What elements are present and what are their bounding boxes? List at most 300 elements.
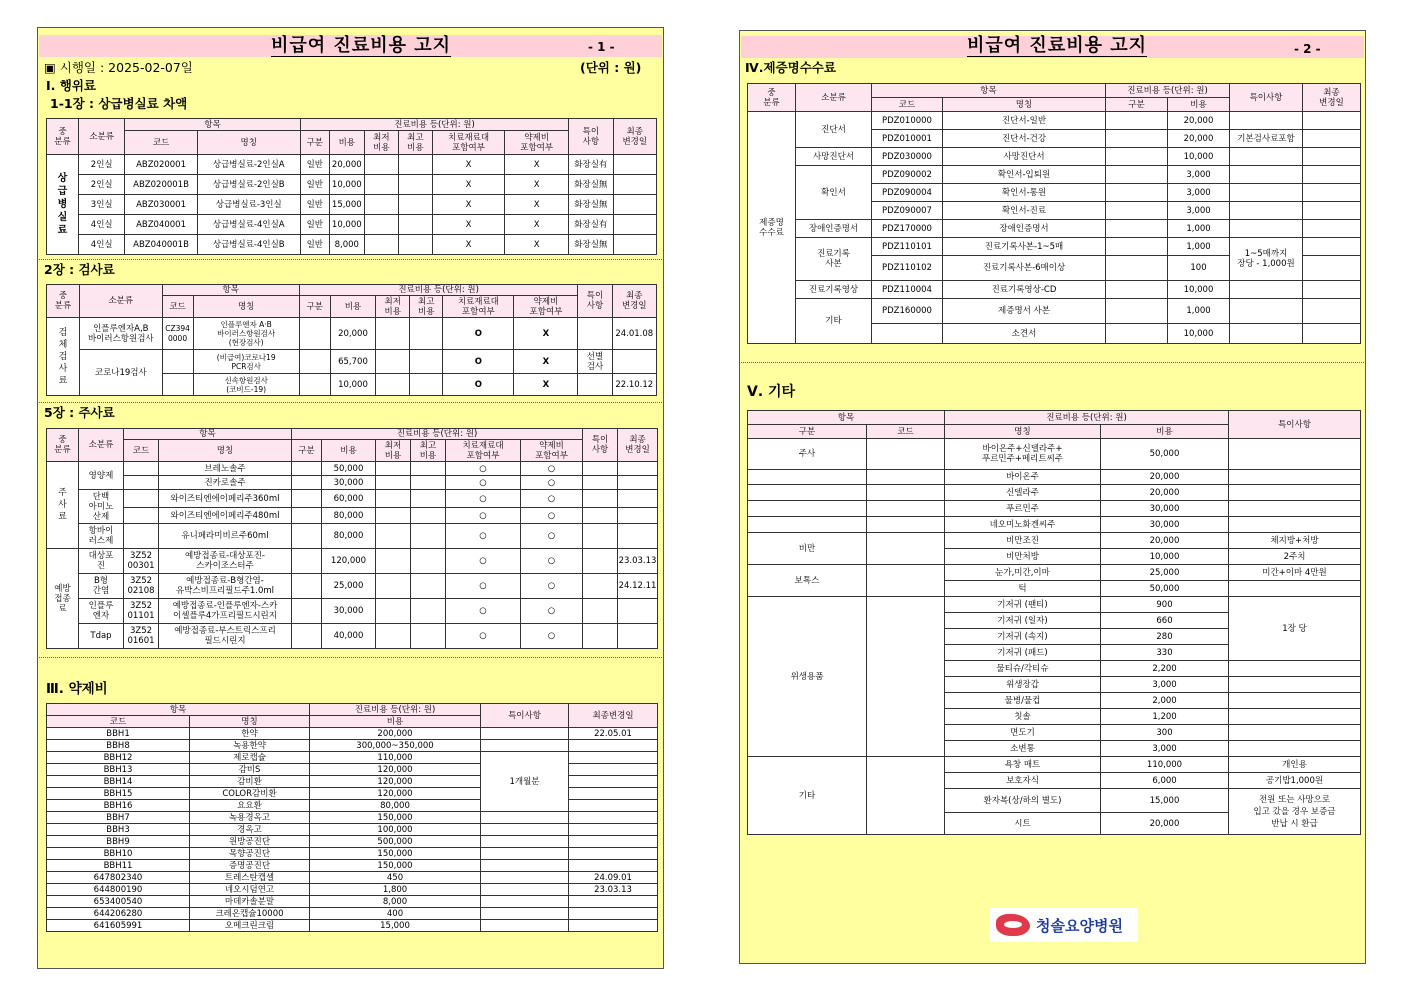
cell: 120,000 xyxy=(310,788,481,800)
empty-cell xyxy=(1303,256,1361,281)
empty-cell xyxy=(1230,281,1303,299)
cell: ○ xyxy=(521,462,583,476)
empty-cell xyxy=(292,462,322,476)
empty-cell xyxy=(1303,220,1361,238)
cell: 푸르민주 xyxy=(945,501,1101,517)
cell: ○ xyxy=(521,508,583,524)
cell: 보호자식 xyxy=(945,773,1101,789)
cell: ○ xyxy=(446,462,521,476)
cell: 2주치 xyxy=(1229,549,1361,565)
cell: 25,000 xyxy=(1101,565,1229,581)
cell: 기저귀 (패드) xyxy=(945,645,1101,661)
cell: X xyxy=(514,318,578,350)
empty-cell xyxy=(1303,148,1361,166)
empty-cell xyxy=(162,350,193,374)
cell: 3,000 xyxy=(1101,677,1229,693)
empty-cell xyxy=(1229,485,1361,501)
col-name: 명칭 xyxy=(945,425,1101,439)
col-cost-group: 진료비용 등(단위: 원) xyxy=(300,119,568,131)
certificate-fee-table xyxy=(747,83,1361,344)
empty-cell xyxy=(583,599,618,624)
cell: 상급병실료-2인실A xyxy=(197,155,300,175)
cell: ○ xyxy=(446,508,521,524)
cell: 기본검사료포함 xyxy=(1230,130,1303,148)
empty-cell xyxy=(1106,238,1168,256)
cell: 비만처방 xyxy=(945,549,1101,565)
cell: 30,000 xyxy=(322,476,376,490)
empty-cell xyxy=(481,872,569,884)
section-3-heading: Ⅲ. 약제비 xyxy=(46,681,108,697)
col-hangmok: 항목 xyxy=(125,119,300,131)
cell: 상급병실료-4인실B xyxy=(197,235,300,255)
cell: BBH10 xyxy=(47,848,190,860)
empty-cell xyxy=(618,508,658,524)
empty-cell xyxy=(618,476,658,490)
cell: 녹용한약 xyxy=(190,740,310,752)
cell: B형 간염 xyxy=(79,574,124,599)
cell: (비급여)코로나19 PCR검사 xyxy=(193,350,299,374)
empty-cell xyxy=(398,155,432,175)
empty-cell xyxy=(569,740,658,752)
note-refund: 전원 또는 사망으로 입고 갔을 경우 보증금 반납 시 환급 xyxy=(1229,789,1361,835)
empty-cell xyxy=(569,800,658,812)
empty-cell xyxy=(867,597,945,757)
cell: 제로캡슐 xyxy=(190,752,310,764)
cell: 30,000 xyxy=(1101,501,1229,517)
cell: 80,000 xyxy=(310,800,481,812)
cell: ABZ040001 xyxy=(125,215,197,235)
cell: 기저귀 (속지) xyxy=(945,629,1101,645)
col-min: 최저 비용 xyxy=(376,296,410,318)
col-cost: 비용 xyxy=(330,296,375,318)
col-hangmok: 항목 xyxy=(748,411,945,425)
note-per: 1장 당 xyxy=(1229,597,1361,661)
cell: 280 xyxy=(1101,629,1229,645)
cell: 진료기록영상-CD xyxy=(943,281,1106,299)
cell: 660 xyxy=(1101,613,1229,629)
cell: 진료기록영상 xyxy=(796,281,872,299)
cell: 30,000 xyxy=(1101,517,1229,533)
cell: X xyxy=(432,215,504,235)
cell: 기저귀 (팬티) xyxy=(945,597,1101,613)
cell: 65,700 xyxy=(330,350,375,374)
cell: 상급병실료-2인실B xyxy=(197,175,300,195)
col-so: 소분류 xyxy=(80,285,163,318)
col-note: 특이 사항 xyxy=(569,119,613,155)
cell: X xyxy=(505,215,569,235)
cell: X xyxy=(514,374,578,396)
col-note: 특이 사항 xyxy=(583,429,618,462)
cell: 50,000 xyxy=(1101,439,1229,470)
empty-cell xyxy=(411,476,446,490)
empty-cell xyxy=(411,624,446,649)
col-mat: 치료재료대 포함여부 xyxy=(446,440,521,462)
cell: 예방접종료-부스트릭스프리 필드시린지 xyxy=(159,624,292,649)
col-drug: 약제비 포함여부 xyxy=(505,131,569,155)
cell: 3,000 xyxy=(1101,741,1229,757)
cell: 제증명서 사본 xyxy=(943,299,1106,324)
col-jung: 중 분류 xyxy=(47,429,79,462)
cell: 1,200 xyxy=(1101,709,1229,725)
col-name: 명칭 xyxy=(943,98,1106,112)
empty-cell xyxy=(1106,130,1168,148)
empty-cell xyxy=(867,565,945,597)
empty-cell xyxy=(410,318,443,350)
cell: PDZ010000 xyxy=(872,112,943,130)
empty-cell xyxy=(569,764,658,776)
empty-cell xyxy=(398,175,432,195)
empty-cell xyxy=(364,235,398,255)
cell: 1,000 xyxy=(1168,238,1230,256)
cell: 욕창 매트 xyxy=(945,757,1101,773)
cell: 주사 xyxy=(748,439,867,470)
empty-cell xyxy=(1230,166,1303,184)
empty-cell xyxy=(398,215,432,235)
cell: 2인실 xyxy=(78,155,124,175)
cell: 일반 xyxy=(300,195,329,215)
empty-cell xyxy=(411,574,446,599)
section-5-heading: Ⅴ. 기타 xyxy=(747,384,796,400)
cell: 3,000 xyxy=(1168,202,1230,220)
empty-cell xyxy=(292,574,322,599)
empty-cell xyxy=(292,508,322,524)
empty-cell xyxy=(583,490,618,508)
col-max: 최고 비용 xyxy=(410,296,443,318)
cell: 4인실 xyxy=(78,235,124,255)
cell: 체지방+처방 xyxy=(1229,533,1361,549)
cell: 확인서-진료 xyxy=(943,202,1106,220)
cell: 증명공진단 xyxy=(190,860,310,872)
cell: 20,000 xyxy=(1101,470,1229,485)
col-min: 최저 비용 xyxy=(376,440,411,462)
cell: 보톡스 xyxy=(748,565,867,597)
empty-cell xyxy=(299,318,330,350)
cell: 확인서 xyxy=(796,166,872,220)
col-code: 코드 xyxy=(867,425,945,439)
cell: 비만조진 xyxy=(945,533,1101,549)
cell: 20,000 xyxy=(1101,813,1229,835)
empty-cell xyxy=(481,836,569,848)
unit-label: (단위 : 원) xyxy=(580,60,642,75)
cell: 10,000 xyxy=(1168,324,1230,344)
cell: 인플루 엔자 xyxy=(79,599,124,624)
empty-cell xyxy=(1303,166,1361,184)
cell: 감비S xyxy=(190,764,310,776)
empty-cell xyxy=(1303,238,1361,256)
empty-cell xyxy=(376,524,411,549)
empty-cell xyxy=(376,318,410,350)
cert-category: 제증명 수수료 xyxy=(748,112,796,344)
room-category: 상 급 병 실 료 xyxy=(47,155,79,255)
cell: 23.03.13 xyxy=(618,549,658,574)
cell: 80,000 xyxy=(322,524,376,549)
empty-cell xyxy=(411,462,446,476)
cell: PDZ110101 xyxy=(872,238,943,256)
cell: 화장실有 xyxy=(569,215,613,235)
cell: 오메크린크림 xyxy=(190,920,310,932)
empty-cell xyxy=(748,501,867,517)
col-cost-group: 진료비용 등(단위: 원) xyxy=(299,285,578,296)
cell: 120,000 xyxy=(310,764,481,776)
cell: 450 xyxy=(310,872,481,884)
empty-cell xyxy=(1106,184,1168,202)
empty-cell xyxy=(124,490,159,508)
empty-cell xyxy=(411,524,446,549)
divider xyxy=(39,402,662,403)
col-cost-group: 진료비용 등(단위: 원) xyxy=(310,704,481,716)
empty-cell xyxy=(364,215,398,235)
cell: 20,000 xyxy=(1101,485,1229,501)
cell: 400 xyxy=(310,908,481,920)
empty-cell xyxy=(1106,256,1168,281)
empty-cell xyxy=(376,599,411,624)
cell: BBH15 xyxy=(47,788,190,800)
cell: 10,000 xyxy=(1101,549,1229,565)
cell: 150,000 xyxy=(310,860,481,872)
empty-cell xyxy=(569,788,658,800)
cell: 코로나19검사 xyxy=(80,350,163,396)
col-final: 최종 변경일 xyxy=(618,429,658,462)
cell: 15,000 xyxy=(1101,789,1229,813)
cell: 300 xyxy=(1101,725,1229,741)
cell: 네오미노화겐씨주 xyxy=(945,517,1101,533)
page-title: 비급여 진료비용 고지 xyxy=(967,35,1148,56)
cell: ○ xyxy=(521,624,583,649)
empty-cell xyxy=(1229,725,1361,741)
cell: BBH9 xyxy=(47,836,190,848)
empty-cell xyxy=(1229,470,1361,485)
col-final: 최종 변경일 xyxy=(613,119,656,155)
col-name: 명칭 xyxy=(190,716,310,728)
cell: 10,000 xyxy=(329,175,364,195)
cell: 641605991 xyxy=(47,920,190,932)
cell: BBH1 xyxy=(47,728,190,740)
cell: 상급병실료-4인실A xyxy=(197,215,300,235)
empty-cell xyxy=(569,920,658,932)
col-gubun: 구분 xyxy=(1106,98,1168,112)
col-note: 특이사항 xyxy=(1230,84,1303,112)
cell: 미간+이마 4만원 xyxy=(1229,565,1361,581)
col-note: 특이사항 xyxy=(481,704,569,728)
cell: 트레스탄캡셀 xyxy=(190,872,310,884)
cell: 8,000 xyxy=(329,235,364,255)
cell: O xyxy=(443,318,514,350)
empty-cell xyxy=(411,508,446,524)
col-note: 특이사항 xyxy=(1229,411,1361,439)
cell: X xyxy=(505,175,569,195)
col-cost-group: 진료비용 등(단위: 원) xyxy=(1106,84,1230,98)
section-5-heading: 5장 : 주사료 xyxy=(44,405,115,420)
cell: BBH3 xyxy=(47,824,190,836)
empty-cell xyxy=(583,624,618,649)
empty-cell xyxy=(1229,439,1361,470)
cell: 눈가,미간,이마 xyxy=(945,565,1101,581)
cell: 2,000 xyxy=(1101,693,1229,709)
page-number: - 1 - xyxy=(588,40,615,54)
hospital-logo-icon xyxy=(996,914,1030,936)
cell: 24.09.01 xyxy=(569,872,658,884)
empty-cell xyxy=(364,155,398,175)
cell: 15,000 xyxy=(310,920,481,932)
cell: ○ xyxy=(521,549,583,574)
empty-cell xyxy=(376,574,411,599)
empty-cell xyxy=(1303,202,1361,220)
empty-cell xyxy=(569,848,658,860)
cell: 일반 xyxy=(300,215,329,235)
col-gubun: 구분 xyxy=(299,296,330,318)
section-1-heading: Ⅰ. 행위료 xyxy=(46,78,96,93)
col-cost: 비용 xyxy=(322,440,376,462)
cell: 면도기 xyxy=(945,725,1101,741)
empty-cell xyxy=(410,374,443,396)
cell: 기저귀 (일자) xyxy=(945,613,1101,629)
cell: PDZ110102 xyxy=(872,256,943,281)
cell: 4인실 xyxy=(78,215,124,235)
cell: 비만 xyxy=(748,533,867,565)
cell: 2,200 xyxy=(1101,661,1229,677)
cell: ABZ030001 xyxy=(125,195,197,215)
empty-cell xyxy=(481,908,569,920)
col-hangmok: 항목 xyxy=(162,285,299,296)
empty-cell xyxy=(1106,220,1168,238)
cell: 3Z52 00301 xyxy=(124,549,159,574)
cell: ABZ040001B xyxy=(125,235,197,255)
cell: 예방접종료-B형간염- 유박스비프리필드주1.0ml xyxy=(159,574,292,599)
empty-cell xyxy=(612,350,656,374)
col-code: 코드 xyxy=(872,98,943,112)
cell: 200,000 xyxy=(310,728,481,740)
empty-cell xyxy=(292,599,322,624)
cell: 녹용경옥고 xyxy=(190,812,310,824)
section-1-1-heading: 1-1장 : 상급병실료 차액 xyxy=(50,96,188,111)
col-name: 명칭 xyxy=(159,440,292,462)
empty-cell xyxy=(1229,661,1361,677)
empty-cell xyxy=(569,812,658,824)
cell: 23.03.13 xyxy=(569,884,658,896)
cell: 진료기록사본-6매이상 xyxy=(943,256,1106,281)
empty-cell xyxy=(1230,220,1303,238)
cell: ○ xyxy=(521,599,583,624)
cell: 화장실無 xyxy=(569,195,613,215)
cell: 1,000 xyxy=(1168,220,1230,238)
cell: ○ xyxy=(521,490,583,508)
col-so: 소분류 xyxy=(796,84,872,112)
empty-cell xyxy=(1229,709,1361,725)
cell: CZ394 0000 xyxy=(162,318,193,350)
col-mat: 치료재료대 포함여부 xyxy=(443,296,514,318)
note-month: 1개월분 xyxy=(481,752,569,812)
empty-cell xyxy=(1303,130,1361,148)
cell: 24.12.11 xyxy=(618,574,658,599)
cell: 진료기록 사본 xyxy=(796,238,872,281)
empty-cell xyxy=(1229,501,1361,517)
cell: 확인서-입퇴원 xyxy=(943,166,1106,184)
cell: 150,000 xyxy=(310,848,481,860)
cell: ○ xyxy=(446,549,521,574)
col-final: 최종 변경일 xyxy=(612,285,656,318)
empty-cell xyxy=(867,517,945,533)
cell: 장애인증명서 xyxy=(796,220,872,238)
cell: 10,000 xyxy=(329,215,364,235)
cell: 단백 아미노 산제 xyxy=(79,490,124,524)
empty-cell xyxy=(124,476,159,490)
col-drug: 약제비 포함여부 xyxy=(521,440,583,462)
empty-cell xyxy=(376,624,411,649)
cell: 선별 검사 xyxy=(578,350,612,374)
section-4-heading: Ⅳ.제증명수수료 xyxy=(745,60,836,75)
empty-cell xyxy=(481,860,569,872)
empty-cell xyxy=(583,574,618,599)
cell: PDZ090004 xyxy=(872,184,943,202)
cell: 653400540 xyxy=(47,896,190,908)
cell: 경옥고 xyxy=(190,824,310,836)
cell: 300,000~350,000 xyxy=(310,740,481,752)
empty-cell xyxy=(748,517,867,533)
cell: 예방접종료-인플루엔자-스카 이셀플루4가프리필드시린지 xyxy=(159,599,292,624)
empty-cell xyxy=(569,836,658,848)
cell: BBH16 xyxy=(47,800,190,812)
col-code: 코드 xyxy=(162,296,193,318)
empty-cell xyxy=(867,501,945,517)
empty-cell xyxy=(1230,202,1303,220)
cell: BBH7 xyxy=(47,812,190,824)
injection-category: 주 사 료 xyxy=(47,462,79,549)
cell: 644206280 xyxy=(47,908,190,920)
col-gubun: 구분 xyxy=(292,440,322,462)
cell: 진단서 xyxy=(796,112,872,148)
empty-cell xyxy=(578,374,612,396)
empty-cell xyxy=(583,476,618,490)
cell: X xyxy=(432,195,504,215)
col-hangmok: 항목 xyxy=(47,704,310,716)
cell: 일반 xyxy=(300,235,329,255)
empty-cell xyxy=(292,549,322,574)
cell: 칫솔 xyxy=(945,709,1101,725)
empty-cell xyxy=(481,848,569,860)
cell: 인플루엔자 A·B 바이러스항원검사 (현장검사) xyxy=(193,318,299,350)
empty-cell xyxy=(481,824,569,836)
cell: 3인실 xyxy=(78,195,124,215)
empty-cell xyxy=(411,599,446,624)
cell: 사망진단서 xyxy=(796,148,872,166)
cell: BBH14 xyxy=(47,776,190,788)
section-2-heading: 2장 : 검사료 xyxy=(44,262,115,277)
cell: 1,000 xyxy=(1168,299,1230,324)
cell: 일반 xyxy=(300,175,329,195)
cell: X xyxy=(505,235,569,255)
empty-cell xyxy=(618,524,658,549)
cell: ○ xyxy=(521,476,583,490)
cell: 마데카솔분말 xyxy=(190,896,310,908)
cell: ○ xyxy=(446,624,521,649)
cell: 22.05.01 xyxy=(569,728,658,740)
col-jung: 중 분류 xyxy=(47,119,79,155)
cell: 물병/물컵 xyxy=(945,693,1101,709)
cell: X xyxy=(505,195,569,215)
col-cost-group: 진료비용 등(단위: 원) xyxy=(945,411,1229,425)
empty-cell xyxy=(1229,741,1361,757)
cell: 확인서-통원 xyxy=(943,184,1106,202)
cell: X xyxy=(432,155,504,175)
empty-cell xyxy=(376,549,411,574)
cell: 20,000 xyxy=(1168,130,1230,148)
cell: 1,800 xyxy=(310,884,481,896)
note-copy: 1~5매까지 장당 - 1,000원 xyxy=(1230,238,1303,281)
divider xyxy=(741,362,1364,363)
etc-fee-table xyxy=(747,410,1361,835)
cell: 120,000 xyxy=(322,549,376,574)
cell: BBH12 xyxy=(47,752,190,764)
